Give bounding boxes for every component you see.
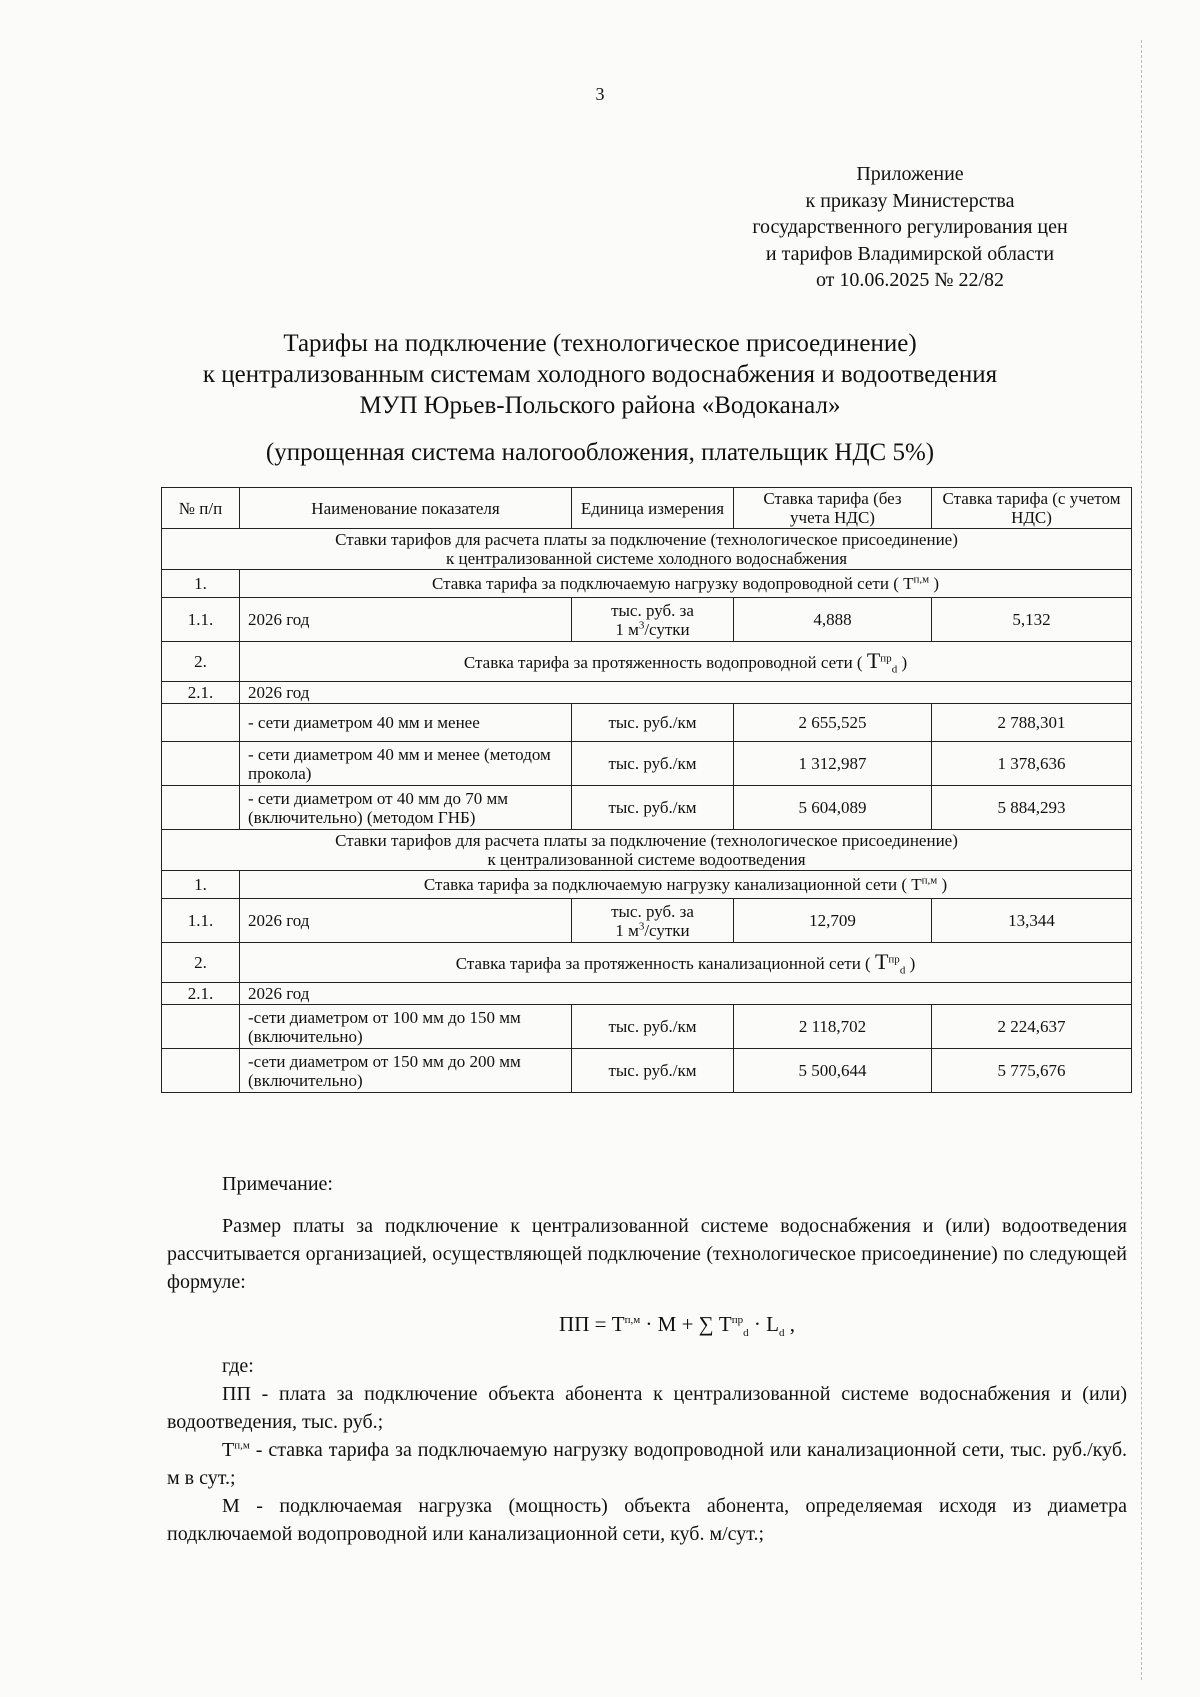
row-heading bbox=[240, 871, 1132, 899]
row-heading-text: Ставка тарифа за протяженность водопроводной сети ( bbox=[463, 653, 867, 672]
bracket: ) bbox=[905, 954, 916, 973]
value-no-vat: 5 500,644 bbox=[734, 1049, 932, 1093]
value-vat: 5 775,676 bbox=[932, 1049, 1132, 1093]
unit-line bbox=[580, 620, 725, 639]
value-vat: 1 378,636 bbox=[932, 742, 1132, 786]
row-heading-text: Ставка тарифа за подключаемую нагрузку водопроводной сети ( Т bbox=[431, 574, 914, 593]
table-row bbox=[162, 682, 1132, 704]
subscript: d bbox=[743, 1327, 749, 1340]
row-name: -сети диаметром от 150 мм до 200 мм (включительно) bbox=[240, 1049, 572, 1093]
superscript: пр bbox=[888, 953, 900, 966]
row-num: 1. bbox=[162, 871, 240, 899]
table-row bbox=[162, 570, 1132, 598]
superscript: п,м bbox=[234, 1439, 250, 1452]
row-num: 1. bbox=[162, 570, 240, 598]
definition-text: - ставка тарифа за подключаемую нагрузку водопроводной или канализационной сети, тыс. руб./куб. м в сут.; bbox=[167, 1439, 1127, 1489]
title-line: МУП Юрьев-Польского района «Водоканал» bbox=[359, 392, 841, 419]
row-num bbox=[162, 704, 240, 742]
appendix-line: к приказу Министерства bbox=[805, 189, 1015, 212]
appendix-line: Приложение bbox=[856, 163, 964, 185]
row-num bbox=[162, 786, 240, 830]
value-vat: 13,344 bbox=[932, 899, 1132, 943]
notes-block bbox=[167, 1170, 1127, 1548]
appendix-line: государственного регулирования цен bbox=[752, 216, 1068, 238]
title-line: Тарифы на подключение (технологическое присоединение) bbox=[283, 330, 917, 357]
superscript: п,м bbox=[624, 1314, 641, 1326]
header-name: Наименование показателя bbox=[240, 488, 572, 529]
value-no-vat: 1 312,987 bbox=[734, 742, 932, 786]
value-no-vat: 12,709 bbox=[734, 899, 932, 943]
title-line: к централизованным системам холодного водоснабжения и водоотведения bbox=[202, 361, 998, 388]
subscript: d bbox=[891, 663, 898, 676]
unit-text: 1 м bbox=[615, 920, 639, 940]
table-row bbox=[162, 1049, 1132, 1093]
row-num: 2. bbox=[162, 943, 240, 983]
superscript: пр bbox=[880, 652, 892, 665]
section-line: Ставки тарифов для расчета платы за подключение (технологическое присоединение) bbox=[335, 530, 958, 549]
value-no-vat: 2 655,525 bbox=[734, 704, 932, 742]
page-number: 3 bbox=[595, 84, 605, 104]
table-row bbox=[162, 598, 1132, 642]
table-row bbox=[162, 786, 1132, 830]
row-heading bbox=[240, 943, 1132, 983]
row-name: 2026 год bbox=[240, 899, 572, 943]
header-rate-no-vat: Ставка тарифа (без учета НДС) bbox=[734, 488, 932, 529]
superscript: 3 bbox=[638, 919, 645, 932]
row-unit: тыс. руб./км bbox=[572, 742, 734, 786]
row-name: - сети диаметром от 40 мм до 70 мм (включительно) (методом ГНБ) bbox=[240, 786, 572, 830]
definition bbox=[167, 1436, 1127, 1492]
unit-line bbox=[580, 921, 725, 940]
formula-part: ПП = Т bbox=[559, 1312, 625, 1336]
tariff-table bbox=[161, 487, 1132, 1093]
tariff-symbol: Т bbox=[874, 949, 889, 974]
scan-edge-line bbox=[1141, 40, 1142, 1680]
row-name: 2026 год bbox=[240, 682, 1132, 704]
table-row bbox=[162, 943, 1132, 983]
subscript: d bbox=[778, 1327, 785, 1340]
definition: М - подключаемая нагрузка (мощность) объекта абонента, определяемая исходя из диаметра подключаемой водопроводной или канализационной сети, куб. м/сут.; bbox=[167, 1495, 1127, 1545]
superscript: 3 bbox=[638, 618, 645, 631]
value-vat: 2 224,637 bbox=[932, 1005, 1132, 1049]
header-num: № п/п bbox=[162, 488, 240, 529]
notes-heading: Примечание: bbox=[222, 1173, 333, 1195]
section-heading bbox=[162, 529, 1132, 570]
row-num bbox=[162, 1049, 240, 1093]
notes-paragraph: Размер платы за подключение к централизованной системе водоснабжения и (или) водоотведения рассчитывается организацией, осуществляющей подключение (технологическое присоединение) по следующей формуле: bbox=[167, 1215, 1127, 1293]
table-row bbox=[162, 871, 1132, 899]
row-name: -сети диаметром от 100 мм до 150 мм (включительно) bbox=[240, 1005, 572, 1049]
row-unit: тыс. руб./км bbox=[572, 786, 734, 830]
superscript: п,м bbox=[913, 573, 930, 586]
table-row bbox=[162, 1005, 1132, 1049]
table-header-row bbox=[162, 488, 1132, 529]
payment-formula bbox=[227, 1310, 1127, 1338]
superscript: пр bbox=[731, 1314, 744, 1326]
table-row bbox=[162, 899, 1132, 943]
table-row bbox=[162, 983, 1132, 1005]
row-name: 2026 год bbox=[240, 983, 1132, 1005]
subscript: d bbox=[899, 964, 906, 977]
tariff-symbol: Т bbox=[866, 648, 881, 673]
bracket: ) bbox=[929, 574, 940, 593]
row-heading-text: Ставка тарифа за протяженность канализационной сети ( bbox=[455, 954, 875, 973]
header-unit: Единица измерения bbox=[572, 488, 734, 529]
formula-part: , bbox=[784, 1312, 795, 1336]
appendix-line: и тарифов Владимирской области bbox=[765, 242, 1055, 265]
table-row bbox=[162, 704, 1132, 742]
row-heading bbox=[240, 570, 1132, 598]
unit-line: тыс. руб. за bbox=[611, 600, 694, 620]
row-unit bbox=[572, 899, 734, 943]
where-label: где: bbox=[222, 1355, 254, 1377]
unit-text: /сутки bbox=[644, 619, 690, 639]
document-title bbox=[0, 328, 1200, 421]
row-heading-text: Ставка тарифа за подключаемую нагрузку канализационной сети ( Т bbox=[423, 875, 922, 894]
row-unit: тыс. руб./км bbox=[572, 1005, 734, 1049]
row-name: - сети диаметром 40 мм и менее (методом прокола) bbox=[240, 742, 572, 786]
section-line: к централизованной системе водоотведения bbox=[487, 850, 806, 869]
table-row bbox=[162, 742, 1132, 786]
tariff-symbol: Т bbox=[222, 1439, 235, 1461]
unit-text: 1 м bbox=[615, 619, 639, 639]
bracket: ) bbox=[897, 653, 908, 672]
document-subtitle: (упрощенная система налогообложения, плательщик НДС 5%) bbox=[265, 439, 935, 466]
row-num: 1.1. bbox=[162, 899, 240, 943]
row-num bbox=[162, 1005, 240, 1049]
value-vat: 2 788,301 bbox=[932, 704, 1132, 742]
bracket: ) bbox=[937, 875, 948, 894]
row-name: - сети диаметром 40 мм и менее bbox=[240, 704, 572, 742]
row-heading bbox=[240, 642, 1132, 682]
definition: ПП - плата за подключение объекта абонента к централизованной системе водоснабжения и (или) водоотведения, тыс. руб.; bbox=[167, 1383, 1127, 1433]
section-heading bbox=[162, 830, 1132, 871]
row-num bbox=[162, 742, 240, 786]
row-unit: тыс. руб./км bbox=[572, 704, 734, 742]
row-num: 2.1. bbox=[162, 983, 240, 1005]
value-vat: 5,132 bbox=[932, 598, 1132, 642]
row-unit: тыс. руб./км bbox=[572, 1049, 734, 1093]
formula-part: · L bbox=[748, 1312, 779, 1336]
row-num: 2. bbox=[162, 642, 240, 682]
superscript: п,м bbox=[921, 874, 938, 887]
row-unit bbox=[572, 598, 734, 642]
formula-part: · М + ∑ Т bbox=[640, 1312, 732, 1336]
section-row bbox=[162, 529, 1132, 570]
section-row bbox=[162, 830, 1132, 871]
unit-text: /сутки bbox=[644, 920, 690, 940]
value-vat: 5 884,293 bbox=[932, 786, 1132, 830]
unit-line: тыс. руб. за bbox=[611, 901, 694, 921]
value-no-vat: 5 604,089 bbox=[734, 786, 932, 830]
section-line: к централизованной системе холодного водоснабжения bbox=[445, 549, 848, 568]
row-name: 2026 год bbox=[240, 598, 572, 642]
row-num: 2.1. bbox=[162, 682, 240, 704]
value-no-vat: 4,888 bbox=[734, 598, 932, 642]
row-num: 1.1. bbox=[162, 598, 240, 642]
appendix-line: от 10.06.2025 № 22/82 bbox=[815, 269, 1005, 291]
table-row bbox=[162, 642, 1132, 682]
section-line: Ставки тарифов для расчета платы за подключение (технологическое присоединение) bbox=[335, 831, 958, 850]
appendix-block bbox=[700, 161, 1120, 294]
value-no-vat: 2 118,702 bbox=[734, 1005, 932, 1049]
header-rate-vat: Ставка тарифа (с учетом НДС) bbox=[932, 488, 1132, 529]
